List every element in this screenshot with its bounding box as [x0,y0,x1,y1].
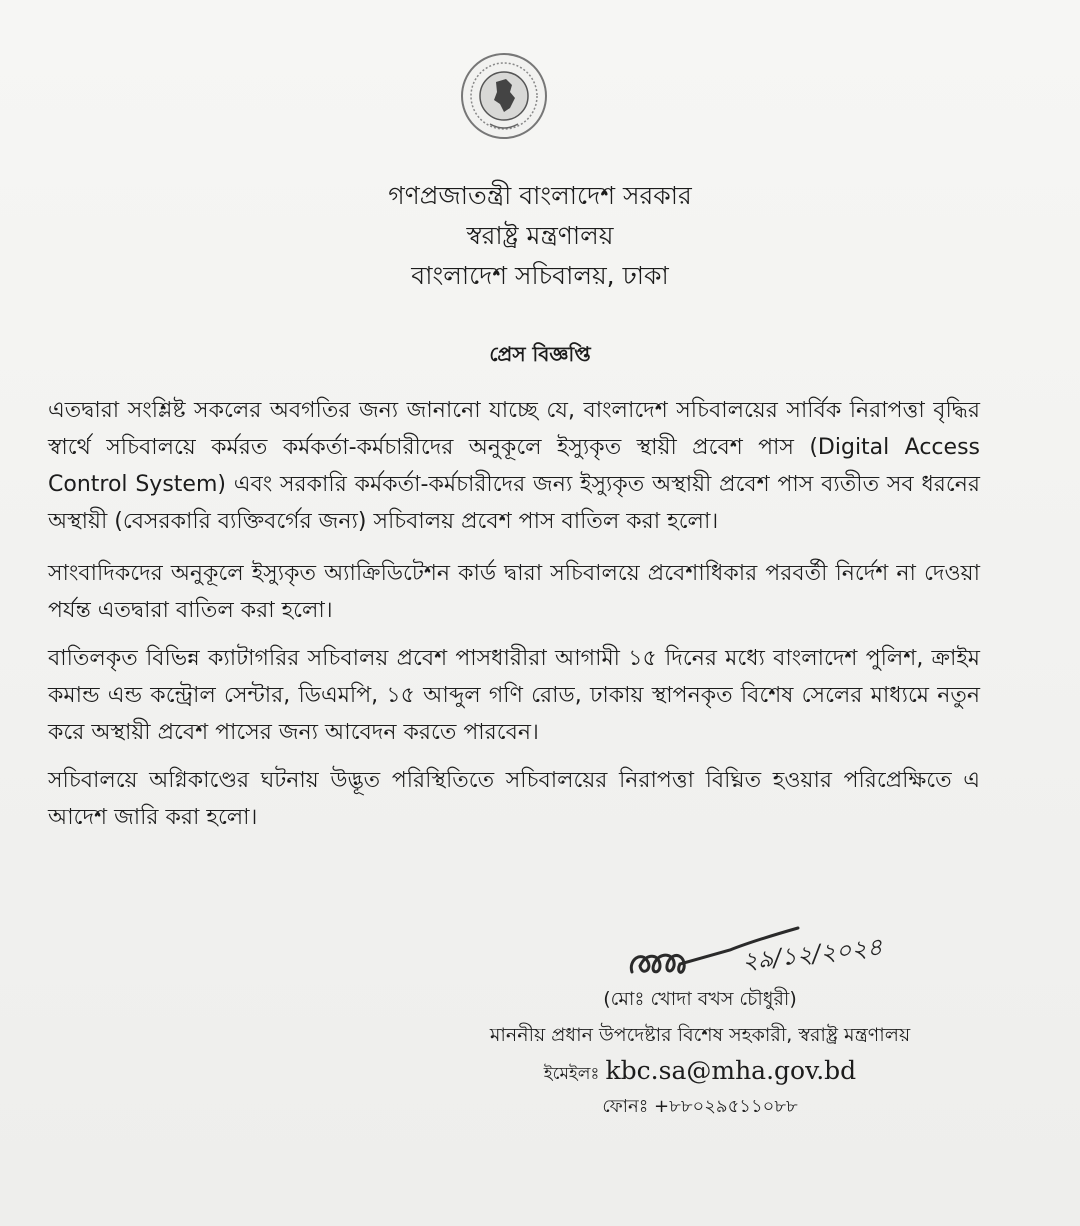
ministry-name: স্বরাষ্ট্র মন্ত্রণালয় [466,221,614,250]
document-title: প্রেস বিজ্ঞপ্তি [489,342,591,366]
signature-date: ২৯/১২/২০২৪ [740,932,884,976]
paragraph-4: সচিবালয়ে অগ্নিকাণ্ডের ঘটনায় উদ্ভূত পরিস্থিতিতে সচিবালয়ের নিরাপত্তা বিঘ্নিত হওয়ার পরিপ্রেক্ষিতে এ আদেশ জারি করা হলো। [48,768,980,830]
phone-line: ফোনঃ +৮৮০২৯৫১১০৮৮ [602,1096,798,1117]
government-seal-icon [460,52,548,140]
email-address: kbc.sa@mha.gov.bd [605,1056,857,1085]
office-address: বাংলাদেশ সচিবালয়, ঢাকা [411,261,669,290]
email-label: ইমেইলঃ [543,1064,600,1084]
government-name: গণপ্রজাতন্ত্রী বাংলাদেশ সরকার [388,181,692,210]
paragraph-2: সাংবাদিকদের অনুকূলে ইস্যুকৃত অ্যাক্রিডিটেশন কার্ড দ্বারা সচিবালয়ে প্রবেশাধিকার পরবর্তী নির্দেশ না দেওয়া পর্যন্ত এতদ্বারা বাতিল করা হলো। [48,561,980,623]
paragraph-1: এতদ্বারা সংশ্লিষ্ট সকলের অবগতির জন্য জানানো যাচ্ছে যে, বাংলাদেশ সচিবালয়ের সার্বিক নিরাপত্তা বৃদ্ধির স্বার্থে সচিবালয়ে কর্মরত কর্মকর্তা-কর্মচারীদের অনুকূলে ইস্যুকৃত স্থায়ী প্রবেশ পাস (Digital Access Control System) এবং সরকারি কর্মকর্তা-কর্মচারীদের জন্য ইস্যুকৃত অস্থায়ী প্রবেশ পাস ব্যতীত সব ধরনের অস্থায়ী (বেসরকারি ব্যক্তিবর্গের জন্য) সচিবালয় প্রবেশ পাস বাতিল করা হলো। [48,398,980,534]
signatory-designation: মাননীয় প্রধান উপদেষ্টার বিশেষ সহকারী, স্বরাষ্ট্র মন্ত্রণালয় [489,1024,911,1046]
paragraph-3: বাতিলকৃত বিভিন্ন ক্যাটাগরির সচিবালয় প্রবেশ পাসধারীরা আগামী ১৫ দিনের মধ্যে বাংলাদেশ পুলিশ, ক্রাইম কমান্ড এন্ড কন্ট্রোল সেন্টার, ডিএমপি, ১৫ আব্দুল গণি রোড, ঢাকায় স্থাপনকৃত বিশেষ সেলের মাধ্যমে নতুন করে অস্থায়ী প্রবেশ পাসের জন্য আবেদন করতে পারবেন। [48,646,980,745]
email-line [520,1054,880,1091]
signatory-name: (মোঃ খোদা বখস চৌধুরী) [603,988,797,1010]
